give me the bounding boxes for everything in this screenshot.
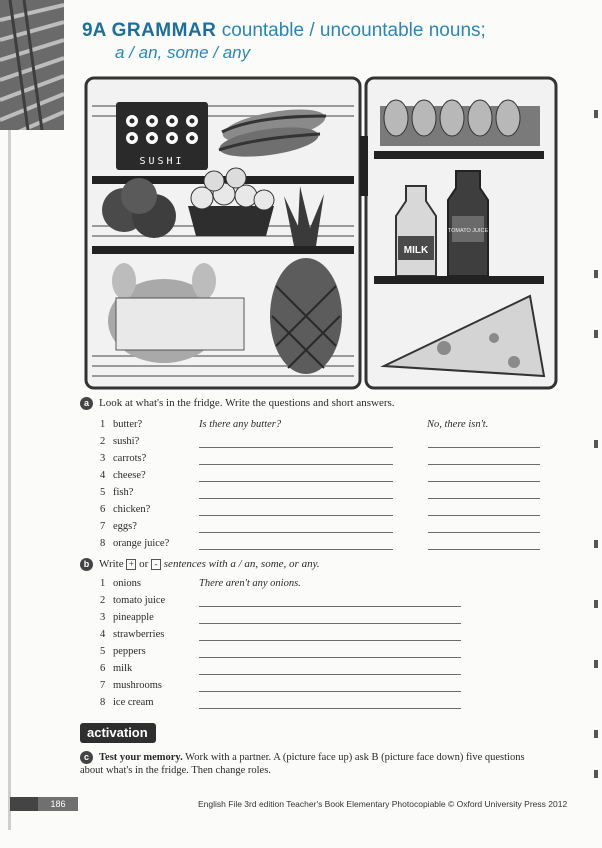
milk-label: MILK (403, 245, 429, 256)
item-number: 1 (100, 419, 106, 430)
task-a-badge: a (80, 397, 93, 410)
item-number: 2 (100, 436, 106, 447)
binding-marks (588, 0, 602, 848)
task-b-item (100, 595, 550, 609)
item-word: milk (113, 663, 133, 674)
item-word: cheese? (113, 470, 146, 481)
item-number: 1 (100, 578, 106, 589)
task-a-item (100, 470, 550, 484)
item-number: 7 (100, 680, 106, 691)
example-answer: No, there isn't. (427, 419, 489, 430)
task-b-item (100, 612, 550, 626)
activation-label: activation (80, 723, 156, 743)
example-question: Is there any butter? (199, 419, 282, 430)
task-b-item (100, 680, 550, 694)
item-word: tomato juice (113, 595, 166, 606)
item-word: sushi? (113, 436, 140, 447)
page-number: 186 (38, 797, 78, 811)
short-answer-line[interactable] (428, 549, 540, 550)
footer-credit: English File 3rd edition Teacher's Book Elementary Photocopiable © Oxford University Press 2012 (198, 799, 568, 809)
item-word: pineapple (113, 612, 154, 623)
task-b-badge: b (80, 558, 93, 571)
item-number: 8 (100, 538, 106, 549)
grammar-subtopic: a / an, some / any (115, 43, 251, 62)
task-a-item (100, 487, 550, 501)
task-b-item (100, 646, 550, 660)
question-answer-line[interactable] (199, 464, 393, 465)
task-c-instruction: c Test your memory. Work with a partner. A (picture face up) ask B (picture face down) five questions about what's in the fridge. Then change roles. (80, 752, 525, 777)
question-answer-line[interactable] (199, 481, 393, 482)
task-a-instruction: a Look at what's in the fridge. Write the questions and short answers. (80, 397, 395, 410)
item-word: fish? (113, 487, 134, 498)
item-number: 3 (100, 453, 106, 464)
item-word: ice cream (113, 697, 154, 708)
item-number: 5 (100, 487, 106, 498)
page-title (82, 20, 486, 63)
sentence-line[interactable] (199, 691, 461, 692)
item-number: 6 (100, 663, 106, 674)
short-answer-line[interactable] (428, 532, 540, 533)
task-a-item (100, 453, 550, 467)
item-number: 7 (100, 521, 106, 532)
fridge-illustration (84, 76, 558, 390)
item-number: 2 (100, 595, 106, 606)
task-a-item (100, 419, 550, 433)
sentence-line[interactable] (199, 606, 461, 607)
task-b-item (100, 629, 550, 643)
short-answer-line[interactable] (428, 481, 540, 482)
sentence-line[interactable] (199, 623, 461, 624)
example-sentence: There aren't any onions. (199, 578, 301, 589)
sentence-line[interactable] (199, 674, 461, 675)
item-word: butter? (113, 419, 143, 430)
juice-label: TOMATO JUICE (447, 228, 489, 234)
task-c-badge: c (80, 751, 93, 764)
task-b-item (100, 697, 550, 711)
lesson-code: 9A (82, 20, 107, 41)
plus-box: + (126, 559, 136, 570)
page-margin-line (8, 130, 11, 830)
item-number: 6 (100, 504, 106, 515)
item-word: strawberries (113, 629, 165, 640)
item-number: 5 (100, 646, 106, 657)
item-number: 4 (100, 470, 106, 481)
task-b-item (100, 663, 550, 677)
short-answer-line[interactable] (428, 498, 540, 499)
item-number: 4 (100, 629, 106, 640)
footer-bar (10, 797, 38, 811)
corner-stripe-graphic (0, 0, 64, 130)
sentence-line[interactable] (199, 657, 461, 658)
question-answer-line[interactable] (199, 532, 393, 533)
sushi-label: SUSHI (139, 156, 185, 167)
task-a-item (100, 436, 550, 450)
eggs-icon (380, 100, 540, 146)
section-label: GRAMMAR (111, 20, 217, 41)
task-a-item (100, 538, 550, 552)
task-b-item (100, 578, 550, 592)
question-answer-line[interactable] (199, 447, 393, 448)
short-answer-line[interactable] (428, 464, 540, 465)
question-answer-line[interactable] (199, 498, 393, 499)
minus-box: - (151, 559, 161, 570)
item-word: carrots? (113, 453, 147, 464)
item-word: orange juice? (113, 538, 170, 549)
item-word: eggs? (113, 521, 137, 532)
short-answer-line[interactable] (428, 447, 540, 448)
item-word: chicken? (113, 504, 151, 515)
short-answer-line[interactable] (428, 515, 540, 516)
item-number: 8 (100, 697, 106, 708)
item-word: mushrooms (113, 680, 163, 691)
item-word: onions (113, 578, 142, 589)
task-a-item (100, 504, 550, 518)
question-answer-line[interactable] (199, 515, 393, 516)
task-b-instruction: b Write + or - sentences with a / an, some, or any. (80, 558, 320, 571)
item-number: 3 (100, 612, 106, 623)
task-a-item (100, 521, 550, 535)
sentence-line[interactable] (199, 708, 461, 709)
question-answer-line[interactable] (199, 549, 393, 550)
item-word: peppers (113, 646, 146, 657)
sentence-line[interactable] (199, 640, 461, 641)
grammar-topic: countable / uncountable nouns; (221, 20, 486, 41)
